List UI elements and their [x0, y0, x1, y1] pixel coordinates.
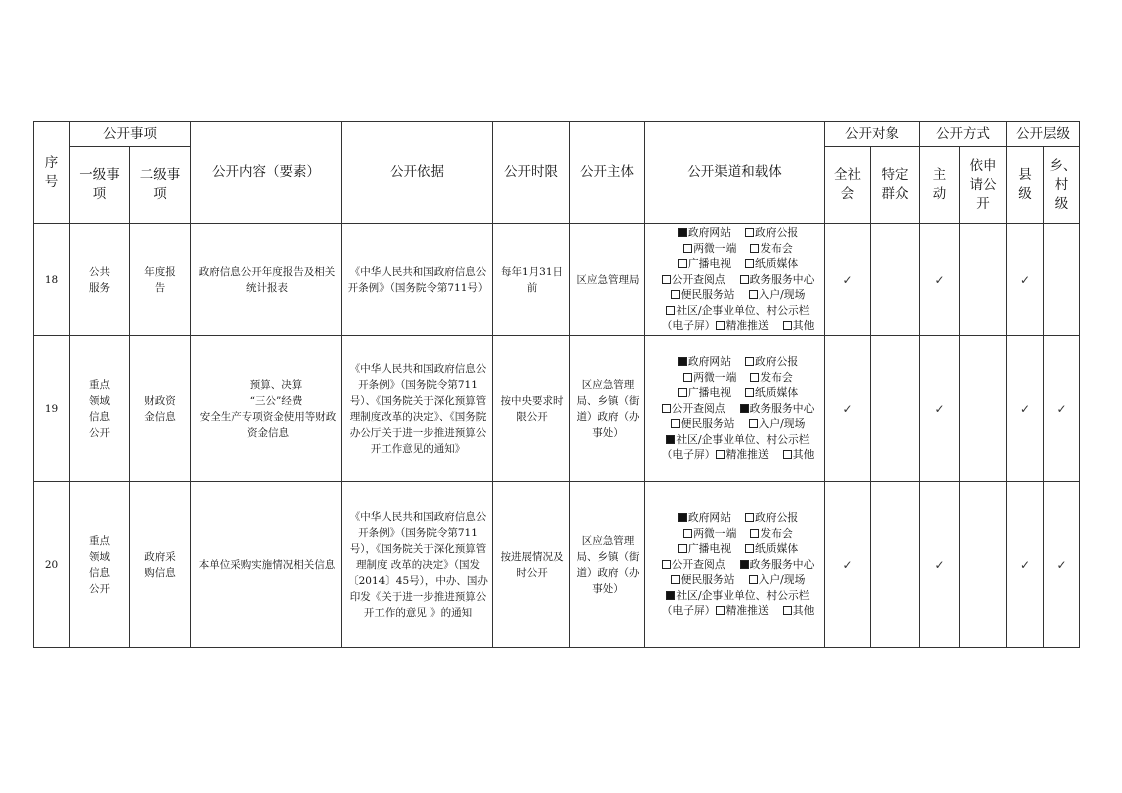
row-method-apply	[960, 336, 1007, 482]
table-row	[34, 224, 1080, 336]
channel-option-door-site	[749, 416, 806, 432]
channel-label: 公开查阅点	[671, 401, 726, 415]
channel-line	[652, 588, 824, 604]
channel-option-two-micro	[683, 370, 736, 386]
unchecked-box-icon	[745, 357, 754, 366]
channel-option-press-conf	[750, 241, 792, 257]
channel-label: 广播电视	[687, 257, 731, 271]
unchecked-box-icon	[750, 373, 759, 382]
channel-label: 入户/现场	[758, 573, 806, 587]
row-target-specific	[871, 482, 920, 648]
header-target-group: 公开对象	[825, 122, 920, 147]
unchecked-box-icon	[678, 544, 687, 553]
header-basis: 公开依据	[342, 122, 493, 224]
table-row	[34, 336, 1080, 482]
row-basis: 《中华人民共和国政府信息公开条例》（国务院令第711号），《国务院关于深化预算管理制度 改革的决定》（国发〔2014〕45号），中办、国办印发《关于进一步推进预算公开工作的意见 》的通知	[342, 482, 493, 648]
unchecked-box-icon	[783, 321, 792, 330]
channel-label: 两微一端	[693, 241, 737, 255]
row-level-county: ✓	[1007, 336, 1044, 482]
row-subject: 区应急管理局	[570, 224, 645, 336]
row-level2: 财政资金信息	[130, 336, 191, 482]
row-channels	[645, 482, 825, 648]
header-target-specific: 特定群众	[871, 147, 920, 224]
header-target-all: 全社会	[825, 147, 871, 224]
channel-label: 政府网站	[687, 510, 731, 524]
channel-option-gov-gazette	[745, 225, 798, 241]
channel-option-two-micro	[683, 526, 736, 542]
header-subject: 公开主体	[570, 122, 645, 224]
channel-label-e-screen: （电子屏）	[661, 604, 716, 618]
checked-box-icon	[666, 435, 675, 444]
channel-option-press-conf	[750, 370, 792, 386]
table-row	[34, 482, 1080, 648]
row-seq: 20	[34, 482, 70, 648]
row-subject: 区应急管理局、乡镇（街道）政府（办事处）	[570, 482, 645, 648]
channel-line	[652, 572, 824, 588]
row-seq: 19	[34, 336, 70, 482]
channel-label: 两微一端	[693, 526, 737, 540]
channel-option-convenience-station	[671, 416, 735, 432]
channel-line	[652, 318, 824, 334]
unchecked-box-icon	[716, 321, 725, 330]
row-method-apply	[960, 224, 1007, 336]
unchecked-box-icon	[678, 259, 687, 268]
unchecked-box-icon	[683, 373, 692, 382]
row-level1: 重点领域信息公开	[70, 482, 130, 648]
row-level1: 公共服务	[70, 224, 130, 336]
row-level-county: ✓	[1007, 224, 1044, 336]
checked-box-icon	[740, 404, 749, 413]
channel-label: 便民服务站	[680, 417, 735, 431]
unchecked-box-icon	[662, 404, 671, 413]
channel-label: 政务服务中心	[749, 557, 815, 571]
channel-option-community-board	[666, 588, 809, 604]
channel-line	[652, 287, 824, 303]
channel-option-door-site	[749, 572, 806, 588]
row-basis: 《中华人民共和国政府信息公开条例》（国务院令第711号）、《国务院关于深化预算管理制度改革的决定》、《国务院办公厅关于进一步推进预算公开工作意见的通知》	[342, 336, 493, 482]
checked-box-icon	[678, 357, 687, 366]
channel-option-precise-push	[716, 318, 769, 334]
channel-line	[652, 557, 824, 573]
header-level-town: 乡、村级	[1044, 147, 1080, 224]
channel-label: 发布会	[760, 241, 793, 255]
header-method-active: 主动	[920, 147, 960, 224]
channel-label: 纸质媒体	[755, 257, 799, 271]
channel-line	[652, 385, 824, 401]
channel-label: 政务服务中心	[749, 401, 815, 415]
channel-option-gov-site	[678, 225, 731, 241]
unchecked-box-icon	[671, 575, 680, 584]
row-target-all: ✓	[825, 336, 871, 482]
disclosure-table	[33, 121, 1080, 648]
channel-label: 其他	[792, 319, 815, 333]
channel-option-convenience-station	[671, 572, 735, 588]
row-target-specific	[871, 336, 920, 482]
channel-option-press-conf	[750, 526, 792, 542]
channel-label: 精准推送	[725, 319, 769, 333]
channel-option-radio-tv	[678, 256, 731, 272]
row-method-active: ✓	[920, 336, 960, 482]
header-level2: 二级事项	[130, 147, 191, 224]
channel-label: 政府网站	[687, 354, 731, 368]
unchecked-box-icon	[745, 228, 754, 237]
channel-option-community-board	[666, 303, 809, 319]
unchecked-box-icon	[683, 244, 692, 253]
channel-option-community-board	[666, 432, 809, 448]
header-content: 公开内容（要素）	[191, 122, 342, 224]
channel-label: 政府网站	[687, 225, 731, 239]
channel-line	[652, 225, 824, 241]
header-level1: 一级事项	[70, 147, 130, 224]
channel-label: 发布会	[760, 370, 793, 384]
header-time-limit: 公开时限	[493, 122, 570, 224]
channel-option-radio-tv	[678, 385, 731, 401]
checked-box-icon	[666, 591, 675, 600]
channel-option-public-reading	[662, 272, 726, 288]
channel-line	[652, 447, 824, 463]
unchecked-box-icon	[750, 244, 759, 253]
channel-line	[652, 541, 824, 557]
channel-option-service-center	[740, 401, 815, 417]
row-channels	[645, 224, 825, 336]
unchecked-box-icon	[716, 606, 725, 615]
channel-line	[652, 256, 824, 272]
row-target-specific	[871, 224, 920, 336]
row-seq: 18	[34, 224, 70, 336]
row-time-limit: 按进展情况及时公开	[493, 482, 570, 648]
channel-label: 入户/现场	[758, 417, 806, 431]
channel-label: 社区/企事业单位、村公示栏	[676, 588, 810, 602]
row-content: 本单位采购实施情况相关信息	[191, 482, 342, 648]
channel-line	[652, 303, 824, 319]
channel-label: 广播电视	[687, 542, 731, 556]
unchecked-box-icon	[671, 290, 680, 299]
header-method-group: 公开方式	[920, 122, 1007, 147]
channel-option-gov-site	[678, 510, 731, 526]
unchecked-box-icon	[749, 290, 758, 299]
unchecked-box-icon	[662, 275, 671, 284]
channel-label: 社区/企事业单位、村公示栏	[676, 303, 810, 317]
row-channels	[645, 336, 825, 482]
channel-label: 其他	[792, 448, 815, 462]
row-basis: 《中华人民共和国政府信息公开条例》（国务院令第711号）	[342, 224, 493, 336]
channel-label: 发布会	[760, 526, 793, 540]
channel-option-gov-gazette	[745, 510, 798, 526]
unchecked-box-icon	[745, 388, 754, 397]
unchecked-box-icon	[745, 544, 754, 553]
row-time-limit: 按中央要求时限公开	[493, 336, 570, 482]
channel-label-e-screen: （电子屏）	[661, 319, 716, 333]
channel-line	[652, 241, 824, 257]
unchecked-box-icon	[740, 275, 749, 284]
checked-box-icon	[678, 228, 687, 237]
channel-label: 政务服务中心	[749, 272, 815, 286]
channel-line	[652, 272, 824, 288]
checked-box-icon	[740, 560, 749, 569]
channel-option-other	[783, 318, 815, 334]
channel-option-two-micro	[683, 241, 736, 257]
channel-option-other	[783, 447, 815, 463]
channel-line	[652, 401, 824, 417]
channel-label: 便民服务站	[680, 573, 735, 587]
unchecked-box-icon	[745, 513, 754, 522]
row-level1: 重点领域信息公开	[70, 336, 130, 482]
row-subject: 区应急管理局、乡镇（街道）政府（办事处）	[570, 336, 645, 482]
channel-label: 政府公报	[755, 354, 799, 368]
channel-option-radio-tv	[678, 541, 731, 557]
channel-option-precise-push	[716, 447, 769, 463]
unchecked-box-icon	[783, 606, 792, 615]
row-target-all: ✓	[825, 224, 871, 336]
channel-line	[652, 432, 824, 448]
channel-label: 精准推送	[725, 448, 769, 462]
channel-label: 政府公报	[755, 225, 799, 239]
row-method-active: ✓	[920, 482, 960, 648]
unchecked-box-icon	[683, 529, 692, 538]
unchecked-box-icon	[662, 560, 671, 569]
row-target-all: ✓	[825, 482, 871, 648]
unchecked-box-icon	[666, 306, 675, 315]
channel-line	[652, 370, 824, 386]
channel-option-paper-media	[745, 256, 798, 272]
header-channel: 公开渠道和载体	[645, 122, 825, 224]
channel-option-other	[783, 603, 815, 619]
channel-line	[652, 416, 824, 432]
header-items-group: 公开事项	[70, 122, 191, 147]
row-content: 政府信息公开年度报告及相关统计报表	[191, 224, 342, 336]
channel-option-service-center	[740, 272, 815, 288]
channel-label-e-screen: （电子屏）	[661, 448, 716, 462]
unchecked-box-icon	[716, 450, 725, 459]
channel-line	[652, 510, 824, 526]
checked-box-icon	[678, 513, 687, 522]
channel-line	[652, 354, 824, 370]
channel-label: 两微一端	[693, 370, 737, 384]
unchecked-box-icon	[749, 419, 758, 428]
channel-label: 纸质媒体	[755, 542, 799, 556]
row-level-county: ✓	[1007, 482, 1044, 648]
channel-label: 精准推送	[725, 604, 769, 618]
channel-label: 公开查阅点	[671, 557, 726, 571]
header-level-county: 县级	[1007, 147, 1044, 224]
unchecked-box-icon	[671, 419, 680, 428]
channel-line	[652, 603, 824, 619]
channel-option-convenience-station	[671, 287, 735, 303]
channel-label: 其他	[792, 604, 815, 618]
channel-option-paper-media	[745, 541, 798, 557]
row-level-town	[1044, 224, 1080, 336]
row-level-town: ✓	[1044, 482, 1080, 648]
channel-line	[652, 526, 824, 542]
channel-option-paper-media	[745, 385, 798, 401]
channel-option-gov-gazette	[745, 354, 798, 370]
unchecked-box-icon	[678, 388, 687, 397]
channel-option-public-reading	[662, 557, 726, 573]
channel-option-gov-site	[678, 354, 731, 370]
channel-label: 纸质媒体	[755, 386, 799, 400]
row-level2: 政府采购信息	[130, 482, 191, 648]
channel-option-precise-push	[716, 603, 769, 619]
unchecked-box-icon	[783, 450, 792, 459]
row-time-limit: 每年1月31日前	[493, 224, 570, 336]
row-level-town: ✓	[1044, 336, 1080, 482]
channel-label: 政府公报	[755, 510, 799, 524]
row-content: 预算、决算 “三公”经费 安全生产专项资金使用等财政资金信息	[191, 336, 342, 482]
channel-option-door-site	[749, 287, 806, 303]
unchecked-box-icon	[749, 575, 758, 584]
channel-option-service-center	[740, 557, 815, 573]
row-method-apply	[960, 482, 1007, 648]
row-level2: 年度报告	[130, 224, 191, 336]
header-seq: 序号	[34, 122, 70, 224]
channel-label: 公开查阅点	[671, 272, 726, 286]
channel-label: 便民服务站	[680, 288, 735, 302]
unchecked-box-icon	[745, 259, 754, 268]
unchecked-box-icon	[750, 529, 759, 538]
header-level-group: 公开层级	[1007, 122, 1080, 147]
channel-label: 广播电视	[687, 386, 731, 400]
channel-label: 社区/企事业单位、村公示栏	[676, 432, 810, 446]
header-method-apply: 依申请公开	[960, 147, 1007, 224]
row-method-active: ✓	[920, 224, 960, 336]
channel-option-public-reading	[662, 401, 726, 417]
channel-label: 入户/现场	[758, 288, 806, 302]
